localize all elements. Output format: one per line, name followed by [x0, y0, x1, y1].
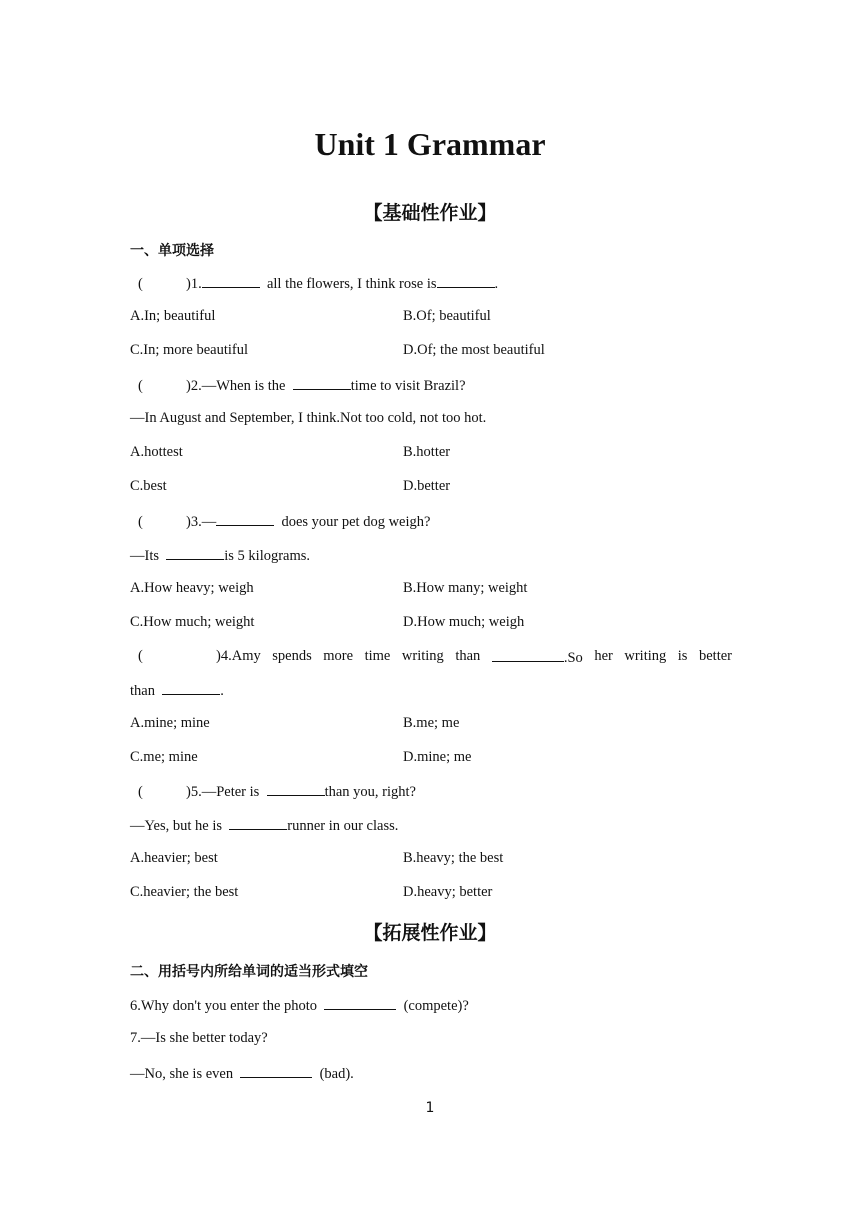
option-b: B.How many; weight [403, 580, 528, 596]
answer-blank [492, 648, 564, 662]
question-4: ( )4.Amy spends more time writing than .So her writing is better [138, 648, 732, 666]
option-c: C.How much; weight [130, 614, 255, 630]
question-1: ( )1. all the flowers, I think rose is . [138, 276, 499, 292]
option-b: B.heavy; the best [403, 850, 504, 866]
option-b: B.me; me [403, 715, 460, 731]
question-7: 7.—Is she better today? [130, 1030, 268, 1046]
question-2: ( )2.—When is the time to visit Brazil? [138, 378, 466, 394]
option-a: A.mine; mine [130, 715, 210, 731]
option-d: D.better [403, 478, 451, 494]
option-d: D.heavy; better [403, 884, 493, 900]
question-6: 6.Why don't you enter the photo (compete)? [130, 998, 469, 1014]
option-c: C.best [130, 478, 167, 494]
part-title-fill-in: 二、用括号内所给单词的适当形式填空 [130, 964, 368, 980]
option-d: D.Of; the most beautiful [403, 342, 545, 358]
answer-blank [166, 546, 224, 560]
option-b: B.Of; beautiful [403, 308, 491, 324]
answer-blank [324, 996, 396, 1010]
question-2-reply: —In August and September, I think.Not too cold, not too hot. [130, 410, 487, 426]
section-heading-extended: 【拓展性作业】 [363, 922, 497, 944]
answer-blank [216, 512, 274, 526]
page-title: Unit 1 Grammar [314, 126, 546, 162]
option-d: D.mine; me [403, 749, 472, 765]
answer-blank [229, 816, 287, 830]
option-c: C.me; mine [130, 749, 198, 765]
option-c: C.heavier; the best [130, 884, 239, 900]
answer-blank [293, 376, 351, 390]
section-heading-basic: 【基础性作业】 [363, 202, 497, 224]
question-3: ( )3.— does your pet dog weigh? [138, 514, 431, 530]
answer-blank [162, 681, 220, 695]
option-a: A.heavier; best [130, 850, 218, 866]
answer-blank [240, 1064, 312, 1078]
option-a: A.How heavy; weigh [130, 580, 254, 596]
option-d: D.How much; weigh [403, 614, 525, 630]
option-c: C.In; more beautiful [130, 342, 248, 358]
option-a: A.In; beautiful [130, 308, 216, 324]
answer-blank [267, 782, 325, 796]
question-3-reply: —Its is 5 kilograms. [130, 548, 311, 564]
answer-blank [437, 274, 495, 288]
question-5: ( )5.—Peter is than you, right? [138, 784, 416, 800]
question-5-reply: —Yes, but he is runner in our class. [130, 818, 399, 834]
question-4-line2: than . [130, 683, 224, 699]
page-number: 1 [425, 1100, 435, 1116]
question-7-reply: —No, she is even (bad). [130, 1066, 354, 1082]
option-a: A.hottest [130, 444, 183, 460]
answer-blank [202, 274, 260, 288]
part-title-single-choice: 一、单项选择 [130, 243, 214, 259]
option-b: B.hotter [403, 444, 451, 460]
